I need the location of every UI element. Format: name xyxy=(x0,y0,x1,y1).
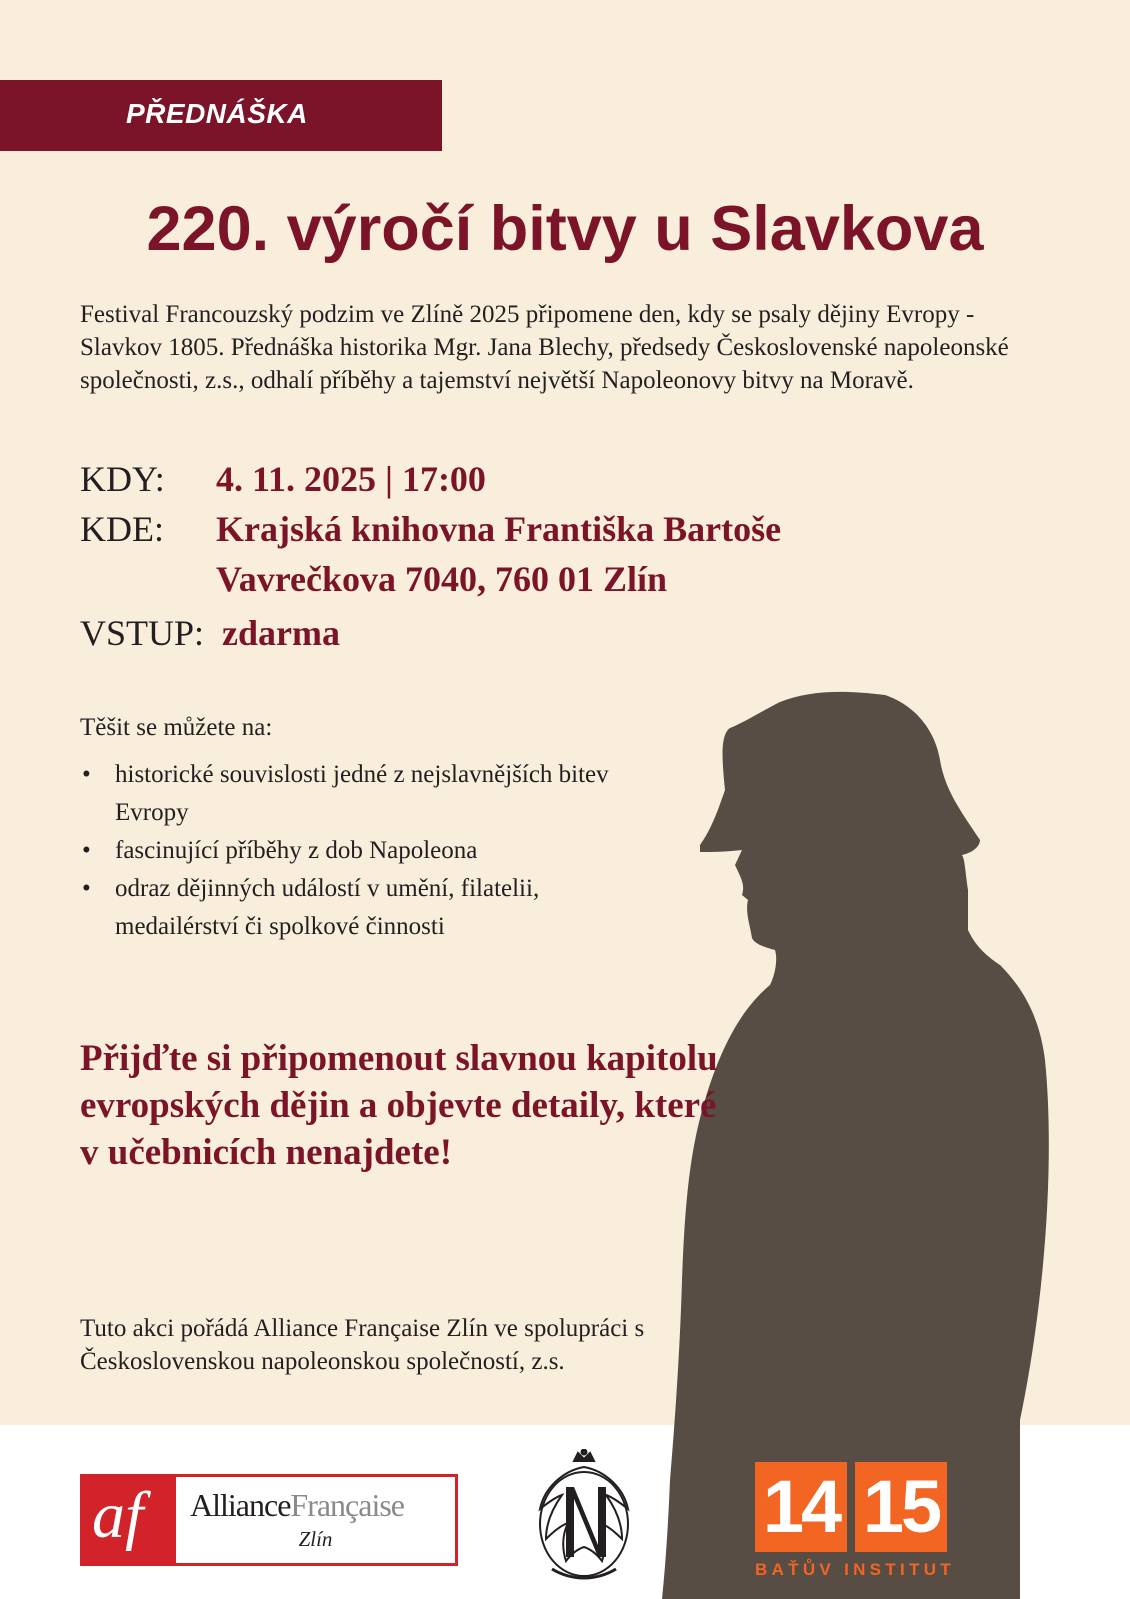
batuv-number-15: 15 xyxy=(862,1465,940,1548)
napoleonic-eagle-emblem-icon xyxy=(522,1449,646,1584)
category-label: PŘEDNÁŠKA xyxy=(126,98,308,129)
where-label: KDE: xyxy=(80,509,164,549)
when-label: KDY: xyxy=(80,459,165,499)
look-forward-list xyxy=(80,756,650,946)
category-banner xyxy=(0,80,442,151)
list-item: • fascinující příběhy z dob Napoleona xyxy=(80,832,650,870)
batuv-number-14: 14 xyxy=(762,1465,840,1548)
alliance-city: Zlín xyxy=(298,1527,333,1551)
intro-paragraph: Festival Francouzský podzim ve Zlíně 2025 připomene den, kdy se psaly dějiny Evropy - Slavkov 1805. Přednáška historika Mgr. Jana Blechy, předsedy Československé napoleonské společnosti, z.s., odhalí příběhy a tajemství největší Napoleonovy bitvy na Moravě. xyxy=(80,301,1009,394)
look-forward-title: Těšit se můžete na: xyxy=(80,714,273,741)
entry-label: VSTUP: xyxy=(80,613,205,653)
page-title: 220. výročí bitvy u Slavkova xyxy=(146,194,984,264)
alliance-name-part1: Alliance xyxy=(190,1487,291,1523)
alliance-francaise-logo xyxy=(80,1474,461,1566)
batuv-block-15 xyxy=(855,1462,947,1552)
when-value: 4. 11. 2025 | 17:00 xyxy=(216,459,486,499)
where-address: Vavrečkova 7040, 760 01 Zlín xyxy=(216,559,668,599)
alliance-name-part2: Française xyxy=(290,1487,404,1523)
batuv-institut-name: BAŤŮV INSTITUT xyxy=(755,1560,955,1579)
batuv-institut-logo xyxy=(755,1462,955,1582)
alliance-francaise-mark xyxy=(80,1474,176,1566)
list-item: • historické souvislosti jedné z nejslavnějších bitev Evropy xyxy=(80,756,650,832)
organizer-note: Tuto akci pořádá Alliance Française Zlín ve spolupráci s Československou napoleonskou společností, z.s. xyxy=(80,1315,645,1375)
alliance-francaise-name xyxy=(190,1487,404,1524)
alliance-francaise-name-box xyxy=(176,1474,458,1566)
batuv-block-14 xyxy=(755,1462,847,1552)
call-to-action: Přijďte si připomenout slavnou kapitolu evropských dějin a objevte detaily, které v učebnicích nenajdete! xyxy=(80,1038,718,1173)
entry-value: zdarma xyxy=(222,613,340,653)
alliance-mark-text: af xyxy=(92,1479,144,1552)
list-item: • odraz dějinných událostí v umění, filatelii, medailérství či spolkové činnosti xyxy=(80,870,650,946)
where-venue: Krajská knihovna Františka Bartoše xyxy=(216,509,782,549)
